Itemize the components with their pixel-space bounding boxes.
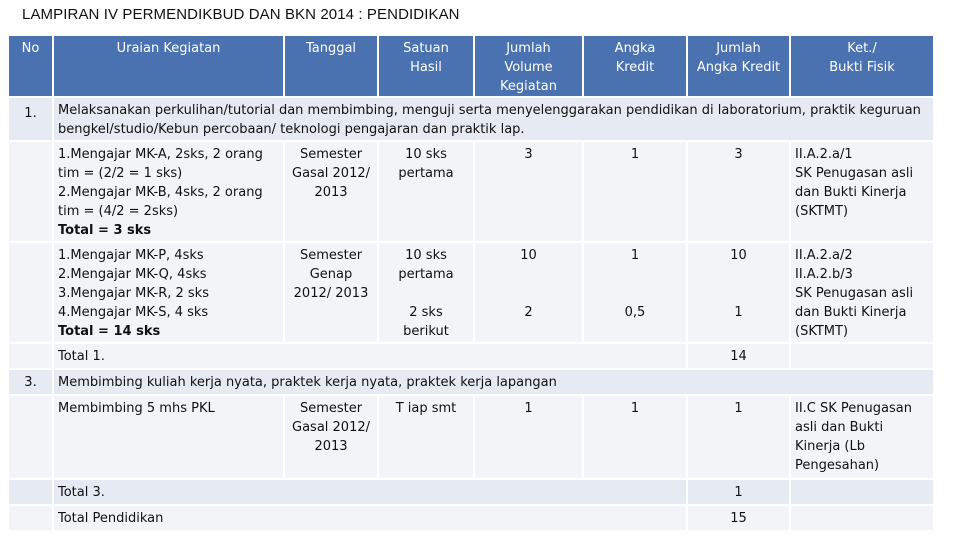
header-tanggal: Tanggal — [285, 36, 377, 96]
section-1-desc: Melaksanakan perkulihan/tutorial dan membimbing, menguji serta menyelenggarakan pendidikan di laboratorium, praktik keguruan bengkel/studio/Kebun percobaan/ teknologi pengajaran dan praktik lap. — [54, 98, 933, 140]
row3-satuan: T iap smt — [379, 396, 473, 478]
row2-total: Total = 14 sks — [58, 324, 161, 339]
row3-tanggal: Semester Gasal 2012/ 2013 — [285, 396, 377, 478]
row3-ket: II.C SK Penugasan asli dan Bukti Kinerja (Lb Pengesahan) — [791, 396, 933, 478]
header-angka: Angka Kredit — [584, 36, 686, 96]
row3-jumlah: 1 — [688, 396, 789, 478]
row2-ket: II.A.2.a/2 II.A.2.b/3 SK Penugasan asli dan Bukti Kinerja (SKTMT) — [791, 243, 933, 342]
row2-satuan-b: 2 sks berikut — [403, 305, 449, 339]
row2-volume-b: 2 — [524, 305, 533, 320]
section-3-no: 3. — [9, 370, 52, 394]
total-3-row — [9, 480, 933, 504]
header-satuan: Satuan Hasil — [379, 36, 473, 96]
total-pendidikan-label: Total Pendidikan — [54, 506, 686, 530]
table-row — [9, 243, 933, 342]
row1-ket: II.A.2.a/1 SK Penugasan asli dan Bukti Kinerja (SKTMT) — [791, 142, 933, 241]
table-row — [9, 142, 933, 241]
header-uraian: Uraian Kegiatan — [54, 36, 283, 96]
total-1-row — [9, 344, 933, 368]
header-ket: Ket./ Bukti Fisik — [791, 36, 933, 96]
row2-angka-b: 0,5 — [624, 305, 646, 320]
header-no: No — [9, 36, 52, 96]
row3-angka: 1 — [584, 396, 686, 478]
row1-tanggal: Semester Gasal 2012/ 2013 — [285, 142, 377, 241]
total-3-label: Total 3. — [54, 480, 686, 504]
row1-volume: 3 — [475, 142, 582, 241]
section-1-no: 1. — [9, 98, 52, 140]
row1-satuan: 10 sks pertama — [379, 142, 473, 241]
row3-uraian: Membimbing 5 mhs PKL — [54, 396, 283, 478]
total-1-value: 14 — [688, 344, 789, 368]
header-volume: Jumlah Volume Kegiatan — [475, 36, 582, 96]
total-3-value: 1 — [688, 480, 789, 504]
header-jumlah: Jumlah Angka Kredit — [688, 36, 789, 96]
table-row — [9, 396, 933, 478]
row2-jumlah-b: 1 — [734, 305, 743, 320]
section-3-row — [9, 370, 933, 394]
row2-angka-a: 1 — [630, 248, 640, 263]
row2-uraian: 1.Mengajar MK-P, 4sks 2.Mengajar MK-Q, 4sks 3.Mengajar MK-R, 2 sks 4.Mengajar MK-S, 4 sks — [58, 248, 209, 320]
total-1-label: Total 1. — [54, 344, 686, 368]
pendidikan-table — [7, 34, 935, 532]
section-3-desc: Membimbing kuliah kerja nyata, praktek kerja nyata, praktek kerja lapangan — [54, 370, 933, 394]
row2-volume-a: 10 — [520, 248, 537, 263]
row2-satuan-a: 10 sks pertama — [398, 248, 454, 282]
row1-angka: 1 — [584, 142, 686, 241]
header-row — [9, 36, 933, 96]
row3-volume: 1 — [475, 396, 582, 478]
total-pendidikan-value: 15 — [688, 506, 789, 530]
row1-jumlah: 3 — [688, 142, 789, 241]
row1-uraian: 1.Mengajar MK-A, 2sks, 2 orang tim = (2/2 = 1 sks) 2.Mengajar MK-B, 4sks, 2 orang tim = (4/2 = 2sks) — [58, 147, 263, 219]
page-title: LAMPIRAN IV PERMENDIKBUD DAN BKN 2014 : PENDIDIKAN — [22, 6, 460, 23]
row2-jumlah-a: 10 — [730, 248, 747, 263]
row1-total: Total = 3 sks — [58, 223, 152, 238]
section-1-row — [9, 98, 933, 140]
row2-tanggal: Semester Genap 2012/ 2013 — [285, 243, 377, 342]
total-pendidikan-row — [9, 506, 933, 530]
